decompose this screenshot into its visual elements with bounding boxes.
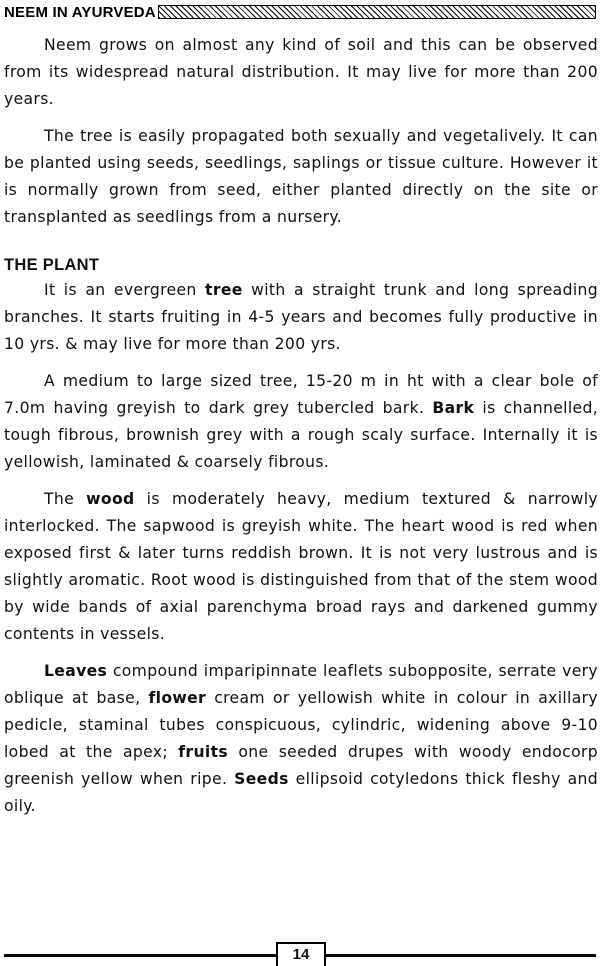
text-run: one seeded drupes with woody endocorp greenish yellow when ripe.: [4, 743, 598, 788]
bold-term-seeds: Seeds: [234, 770, 289, 788]
text-run: It is an evergreen: [44, 281, 206, 299]
plant-paragraph-3: [4, 486, 598, 648]
text-run: The: [44, 490, 87, 508]
bold-term-bark: Bark: [432, 399, 475, 417]
plant-paragraph-4: [4, 658, 598, 820]
text-run: with a straight trunk and long spreading branches. It starts fruiting in 4-5 years and becomes fully productive in 10 yrs. & may live for more than 200 yrs.: [4, 281, 598, 353]
plant-paragraph-1: [4, 277, 598, 358]
text-run: is moderately heavy, medium textured & narrowly interlocked. The sapwood is greyish white. The heart wood is red when exposed first & later turns reddish brown. It is not very lustrous and is slightly aromatic. Root wood is distinguished from that of the stem wood by wide bands of axial parenchyma broad rays and darkened gummy contents in vessels.: [4, 490, 599, 643]
bold-term-leaves: Leaves: [44, 662, 108, 680]
bold-term-fruits: fruits: [178, 743, 229, 761]
header-title: NEEM IN AYURVEDA: [4, 3, 156, 21]
bold-term-tree: tree: [205, 281, 243, 299]
bold-term-flower: flower: [148, 689, 207, 707]
plant-paragraph-2: [4, 368, 598, 476]
header-hatch-bar: [158, 5, 596, 19]
text-run: compound imparipinnate leaflets subopposite, serrate very oblique at base,: [4, 662, 598, 707]
running-header: [4, 2, 596, 22]
text-run: cream or yellowish white in colour in axillary pedicle, staminal tubes conspicuous, cylindric, widening above 9-10 lobed at the apex;: [4, 689, 598, 761]
page-body: [4, 32, 598, 830]
bold-term-wood: wood: [86, 490, 135, 508]
section-heading: THE PLANT: [4, 256, 100, 274]
page-number: 14: [276, 942, 326, 966]
text-run: ellipsoid cotyledons thick fleshy and oily.: [4, 770, 598, 815]
intro-paragraph-1: Neem grows on almost any kind of soil and this can be observed from its widespread natural distribution. It may live for more than 200 years.: [4, 36, 598, 108]
text-run: is channelled, tough fibrous, brownish grey with a rough scaly surface. Internally it is yellowish, laminated & coarsely fibrous.: [4, 399, 599, 471]
intro-paragraph-2: The tree is easily propagated both sexually and vegetalively. It can be planted using seeds, seedlings, saplings or tissue culture. However it is normally grown from seed, either planted directly on the site or transplanted as seedlings from a nursery.: [4, 127, 598, 226]
footer-rule-right: [326, 954, 596, 957]
footer-rule-left: [4, 954, 276, 957]
text-run: A medium to large sized tree, 15-20 m in ht with a clear bole of 7.0m having greyish to dark grey tubercled bark.: [4, 372, 598, 417]
